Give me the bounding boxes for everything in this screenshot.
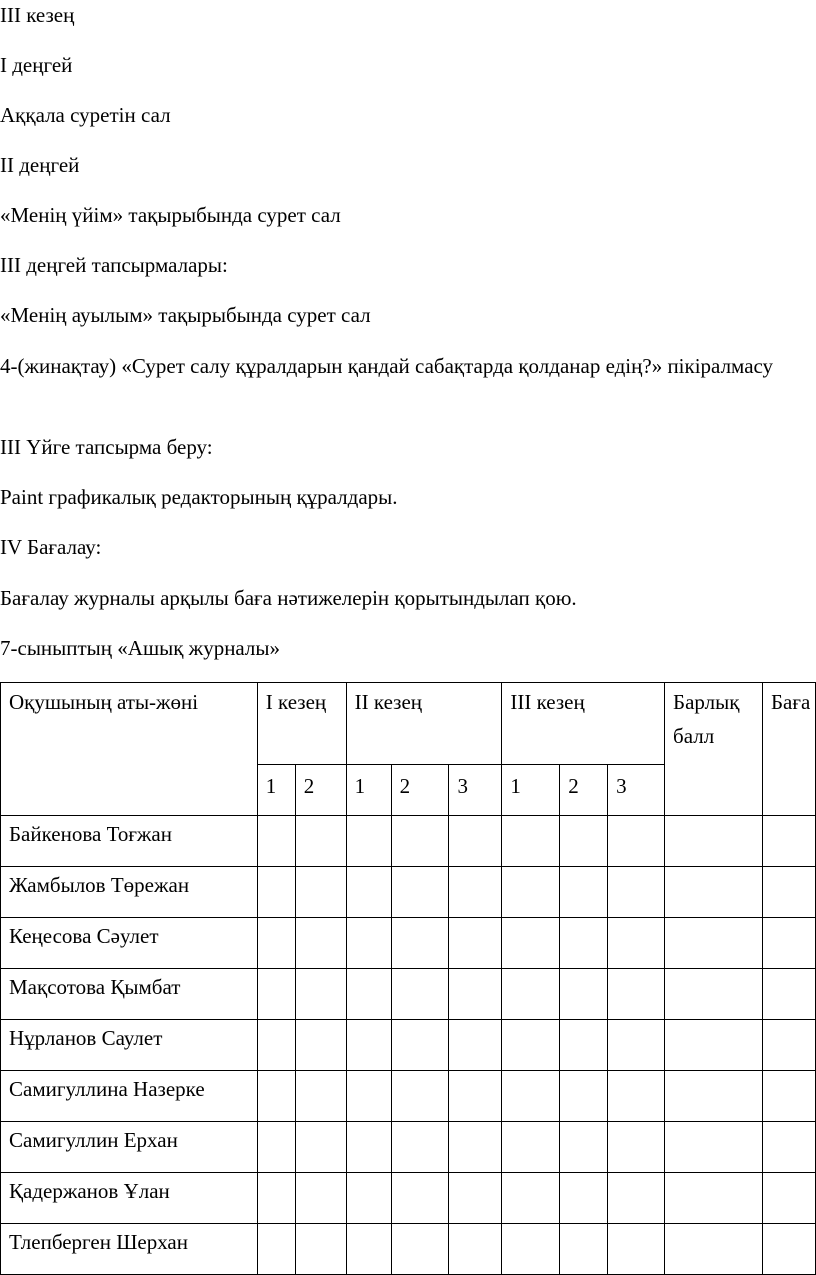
stage-2-score-2 xyxy=(391,1173,449,1224)
open-journal-table xyxy=(0,682,816,1275)
homework-task: Paint графикалық редакторының құралдары. xyxy=(0,485,398,509)
stage-1-score-1 xyxy=(257,1224,295,1275)
stage-3-score-1 xyxy=(502,969,560,1020)
stage-3-score-2 xyxy=(560,816,608,867)
level-2-heading: II деңгей xyxy=(0,153,80,177)
total-score-cell xyxy=(665,969,763,1020)
grade-cell xyxy=(762,816,815,867)
stage-1-score-2 xyxy=(295,1173,346,1224)
stage-2-score-1 xyxy=(346,867,391,918)
stage-2-score-1 xyxy=(346,816,391,867)
table-row xyxy=(1,816,816,867)
stage-3-score-1 xyxy=(502,1020,560,1071)
table-row xyxy=(1,1224,816,1275)
stage-3-score-2 xyxy=(560,1071,608,1122)
total-score-cell xyxy=(665,1020,763,1071)
stage-1-score-1 xyxy=(257,918,295,969)
stage-3-heading: III кезең xyxy=(0,3,75,27)
stage-2-score-1 xyxy=(346,918,391,969)
stage-2-score-2 xyxy=(391,816,449,867)
student-name-cell: Тлепберген Шерхан xyxy=(1,1224,258,1275)
level-3-heading: III деңгей тапсырмалары: xyxy=(0,253,228,277)
stage-2-score-3 xyxy=(449,816,502,867)
stage-3-score-3 xyxy=(608,1173,665,1224)
stage-1-score-2 xyxy=(295,1020,346,1071)
grade-cell xyxy=(762,969,815,1020)
stage-1-score-2 xyxy=(295,1071,346,1122)
stage-1-score-2 xyxy=(295,1224,346,1275)
stage-1-score-2 xyxy=(295,969,346,1020)
stage-2-score-1 xyxy=(346,1020,391,1071)
stage-2-header: II кезең xyxy=(346,683,502,765)
stage-2-score-1 xyxy=(346,1224,391,1275)
stage-3-score-3 xyxy=(608,816,665,867)
student-name-cell: Жамбылов Төрежан xyxy=(1,867,258,918)
stage-3-score-2 xyxy=(560,969,608,1020)
stage-3-score-1 xyxy=(502,816,560,867)
stage-3-score-1 xyxy=(502,1071,560,1122)
stage-1-score-2 xyxy=(295,867,346,918)
stage-2-score-2 xyxy=(391,918,449,969)
stage-3-score-2 xyxy=(560,918,608,969)
table-row xyxy=(1,918,816,969)
student-name-cell: Самигуллин Ерхан xyxy=(1,1122,258,1173)
stage-2-score-1 xyxy=(346,969,391,1020)
stage-3-score-1 xyxy=(502,867,560,918)
table-row xyxy=(1,867,816,918)
assessment-heading: IV Бағалау: xyxy=(0,535,102,559)
student-name-cell: Кеңесова Сәулет xyxy=(1,918,258,969)
total-score-header: Барлық балл xyxy=(665,683,763,816)
student-name-cell: Байкенова Тоғжан xyxy=(1,816,258,867)
stage-2-sub-3: 3 xyxy=(449,765,502,816)
grade-cell xyxy=(762,1122,815,1173)
stage-1-score-1 xyxy=(257,867,295,918)
stage-3-score-3 xyxy=(608,1071,665,1122)
table-row xyxy=(1,1173,816,1224)
header-row xyxy=(1,683,816,765)
stage-2-score-2 xyxy=(391,969,449,1020)
stage-3-score-1 xyxy=(502,1173,560,1224)
stage-1-score-1 xyxy=(257,816,295,867)
stage-1-score-2 xyxy=(295,816,346,867)
stage-3-sub-1: 1 xyxy=(502,765,560,816)
stage-2-score-3 xyxy=(449,1224,502,1275)
stage-2-score-3 xyxy=(449,918,502,969)
stage-1-sub-2: 2 xyxy=(295,765,346,816)
stage-2-score-1 xyxy=(346,1071,391,1122)
stage-3-score-1 xyxy=(502,918,560,969)
stage-3-score-3 xyxy=(608,1224,665,1275)
stage-3-sub-3: 3 xyxy=(608,765,665,816)
stage-1-header: I кезең xyxy=(257,683,346,765)
stage-1-score-1 xyxy=(257,1020,295,1071)
total-score-cell xyxy=(665,1071,763,1122)
stage-2-sub-2: 2 xyxy=(391,765,449,816)
grade-cell xyxy=(762,867,815,918)
stage-1-score-1 xyxy=(257,1173,295,1224)
level-2-task: «Менің үйім» тақырыбында сурет сал xyxy=(0,203,341,227)
stage-2-score-3 xyxy=(449,1020,502,1071)
stage-3-score-2 xyxy=(560,1173,608,1224)
stage-3-sub-2: 2 xyxy=(560,765,608,816)
stage-3-score-1 xyxy=(502,1224,560,1275)
table-row xyxy=(1,1020,816,1071)
stage-1-score-1 xyxy=(257,1122,295,1173)
stage-2-score-1 xyxy=(346,1122,391,1173)
stage-2-score-2 xyxy=(391,1224,449,1275)
student-name-cell: Мақсотова Қымбат xyxy=(1,969,258,1020)
student-name-cell: Самигуллина Назерке xyxy=(1,1071,258,1122)
stage-1-sub-1: 1 xyxy=(257,765,295,816)
total-score-cell xyxy=(665,1224,763,1275)
stage-2-score-3 xyxy=(449,1071,502,1122)
stage-3-score-3 xyxy=(608,969,665,1020)
stage-1-score-1 xyxy=(257,969,295,1020)
stage-3-score-2 xyxy=(560,867,608,918)
stage-2-score-2 xyxy=(391,867,449,918)
total-score-cell xyxy=(665,1173,763,1224)
stage-1-score-2 xyxy=(295,918,346,969)
journal-title: 7-сыныптың «Ашық журналы» xyxy=(0,636,281,660)
stage-2-score-3 xyxy=(449,867,502,918)
stage-3-score-3 xyxy=(608,867,665,918)
total-score-cell xyxy=(665,1122,763,1173)
summary-discussion: 4-(жинақтау) «Сурет салу құралдарын қандай сабақтарда қолданар едің?» пікіралмасу xyxy=(0,354,774,378)
stage-2-score-2 xyxy=(391,1020,449,1071)
total-score-cell xyxy=(665,918,763,969)
stage-2-sub-1: 1 xyxy=(346,765,391,816)
table-row xyxy=(1,1071,816,1122)
stage-3-score-3 xyxy=(608,918,665,969)
stage-2-score-3 xyxy=(449,969,502,1020)
grade-cell xyxy=(762,1020,815,1071)
level-3-task: «Менің ауылым» тақырыбында сурет сал xyxy=(0,303,371,327)
grade-cell xyxy=(762,918,815,969)
total-score-cell xyxy=(665,867,763,918)
stage-1-score-1 xyxy=(257,1071,295,1122)
stage-3-score-3 xyxy=(608,1020,665,1071)
stage-2-score-3 xyxy=(449,1173,502,1224)
assessment-description: Бағалау журналы арқылы баға нәтижелерін қорытындылап қою. xyxy=(0,586,577,610)
level-1-task: Аққала суретін сал xyxy=(0,103,171,127)
homework-heading: III Үйге тапсырма беру: xyxy=(0,435,213,459)
stage-2-score-2 xyxy=(391,1122,449,1173)
grade-header: Баға xyxy=(762,683,815,816)
stage-1-score-2 xyxy=(295,1122,346,1173)
level-1-heading: I деңгей xyxy=(0,53,73,77)
stage-3-score-2 xyxy=(560,1224,608,1275)
table-row xyxy=(1,969,816,1020)
grade-cell xyxy=(762,1224,815,1275)
total-score-cell xyxy=(665,816,763,867)
stage-2-score-2 xyxy=(391,1071,449,1122)
table-row xyxy=(1,1122,816,1173)
grade-cell xyxy=(762,1071,815,1122)
stage-2-score-3 xyxy=(449,1122,502,1173)
stage-3-score-2 xyxy=(560,1020,608,1071)
grade-cell xyxy=(762,1173,815,1224)
stage-3-score-2 xyxy=(560,1122,608,1173)
stage-3-score-1 xyxy=(502,1122,560,1173)
stage-3-score-3 xyxy=(608,1122,665,1173)
student-name-cell: Қадержанов Ұлан xyxy=(1,1173,258,1224)
student-name-cell: Нұрланов Саулет xyxy=(1,1020,258,1071)
stage-3-header: III кезең xyxy=(502,683,665,765)
stage-2-score-1 xyxy=(346,1173,391,1224)
student-name-header: Оқушының аты-жөні xyxy=(1,683,258,816)
student-rows xyxy=(1,816,816,1275)
